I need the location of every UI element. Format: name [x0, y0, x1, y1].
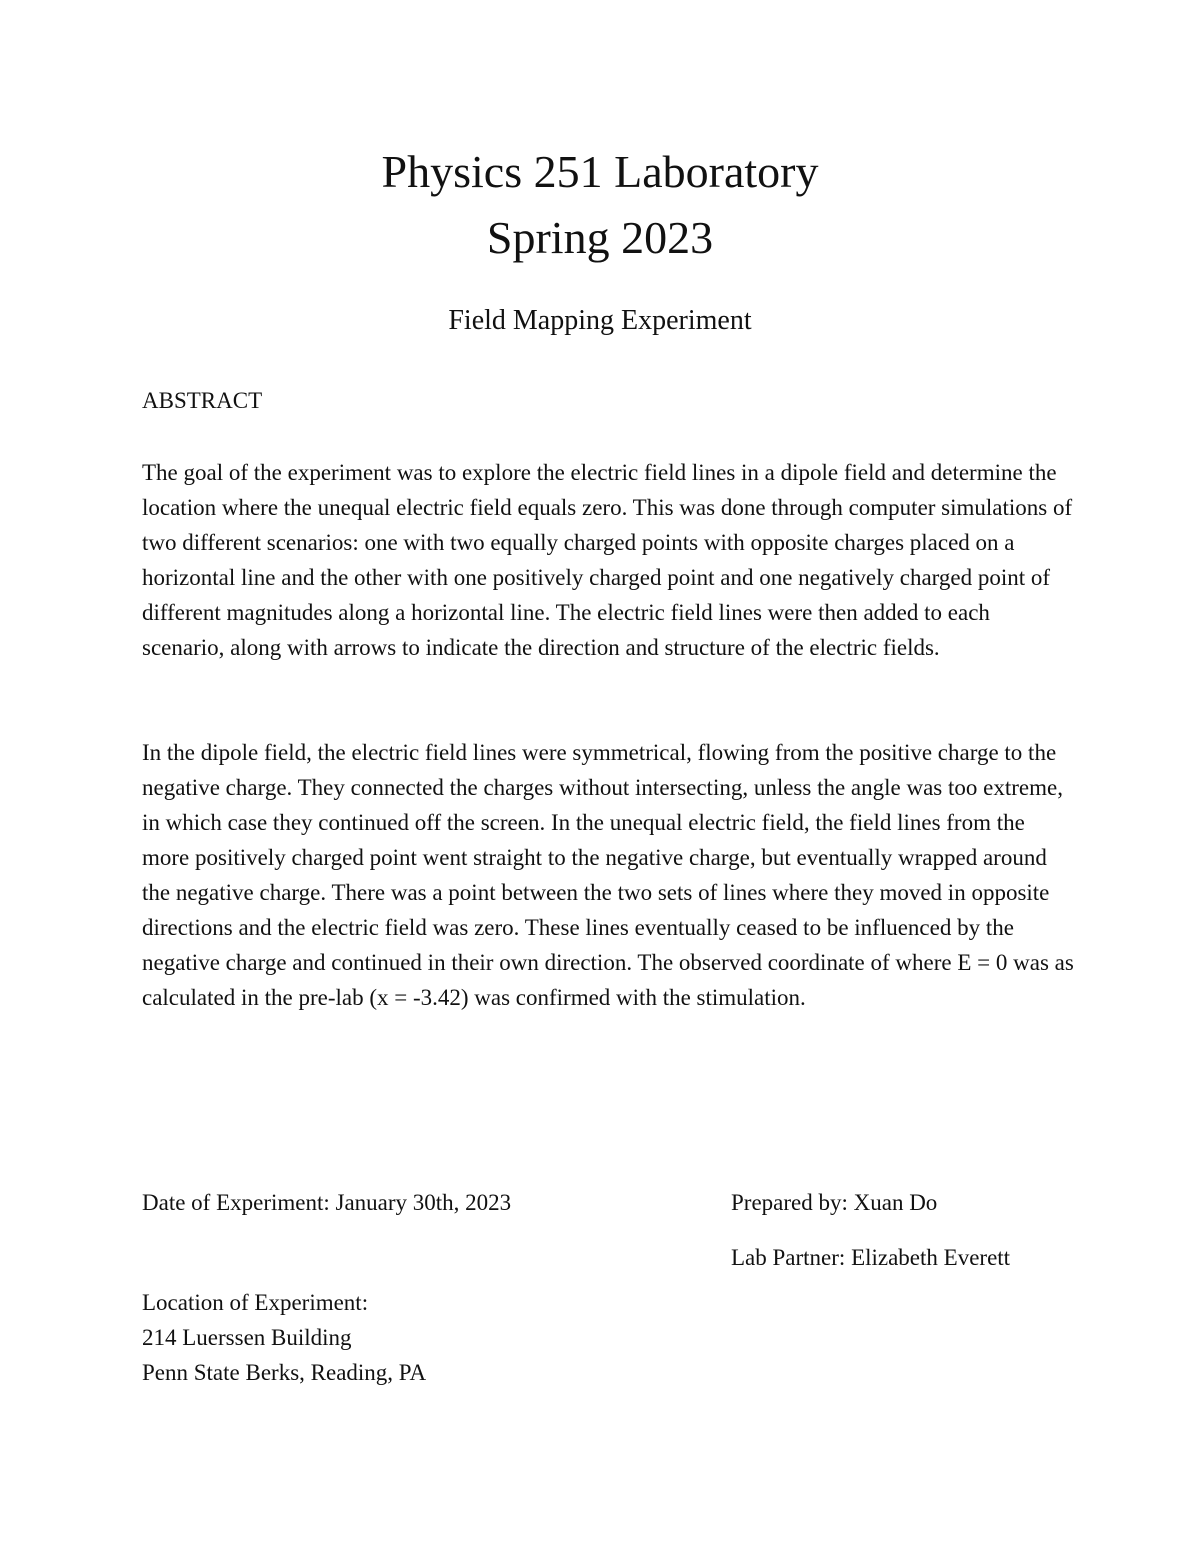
prepared-by: Prepared by: Xuan Do: [731, 1190, 938, 1215]
lab-partner: Lab Partner: Elizabeth Everett: [731, 1245, 1011, 1270]
location-block: [142, 1285, 426, 1390]
abstract-paragraph-2: In the dipole field, the electric field lines were symmetrical, flowing from the positive charge to the negative charge. They connected the charges without intersecting, unless the angle was too extreme, in which case they continued off the screen. In the unequal electric field, the field lines from the more positively charged point went straight to the negative charge, but eventually wrapped around the negative charge. There was a point between the two sets of lines where they moved in opposite directions and the electric field was zero. These lines eventually ceased to be influenced by the negative charge and continued in their own direction. The observed coordinate of where E = 0 was as calculated in the pre-lab (x = -3.42) was confirmed with the stimulation.: [142, 740, 1074, 1010]
experiment-title: Field Mapping Experiment: [448, 305, 752, 336]
title-course: Physics 251 Laboratory: [381, 146, 819, 197]
title-semester: Spring 2023: [486, 212, 714, 263]
location-campus: Penn State Berks, Reading, PA: [142, 1360, 427, 1385]
experiment-date: Date of Experiment: January 30th, 2023: [142, 1190, 512, 1215]
location-room: 214 Luerssen Building: [142, 1325, 352, 1350]
abstract-paragraph-1: The goal of the experiment was to explore the electric field lines in a dipole field and determine the location where the unequal electric field equals zero. This was done through computer simulations of two different scenarios: one with two equally charged points with opposite charges placed on a horizontal line and the other with one positively charged point and one negatively charged point of different magnitudes along a horizontal line. The electric field lines were then added to each scenario, along with arrows to indicate the direction and structure of the electric fields.: [142, 460, 1073, 660]
location-label: Location of Experiment:: [142, 1290, 369, 1315]
abstract-heading: ABSTRACT: [142, 388, 263, 413]
